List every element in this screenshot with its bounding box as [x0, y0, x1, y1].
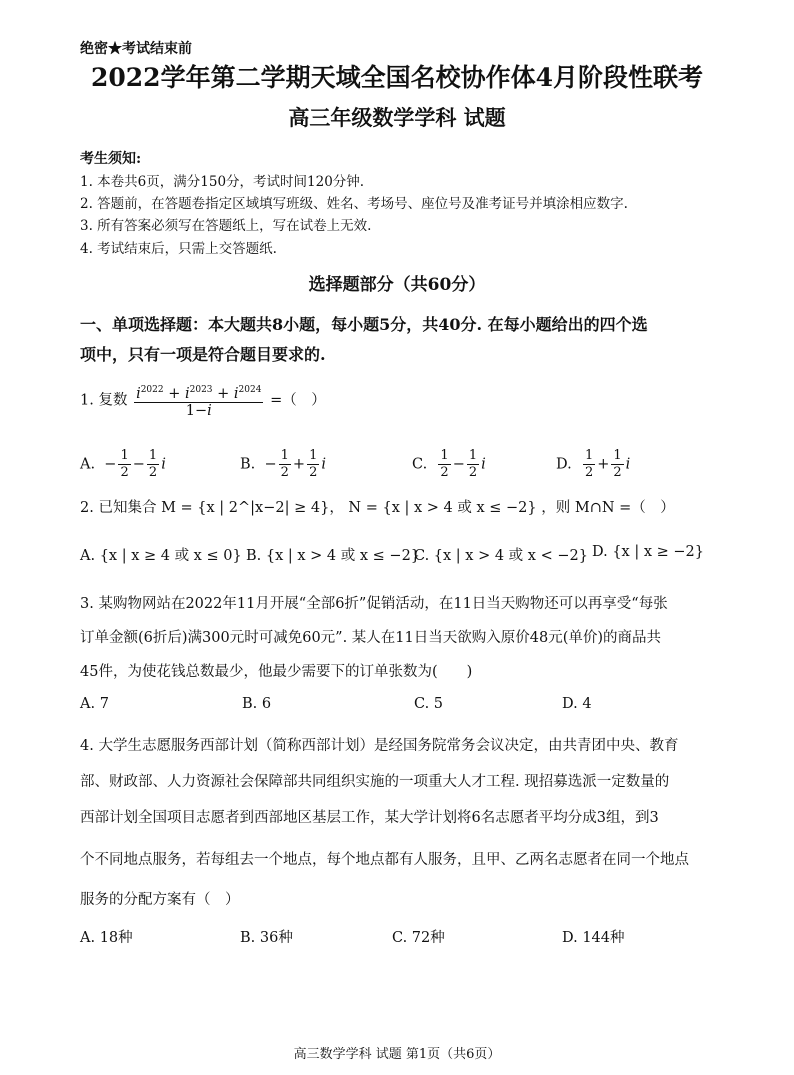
q3-option-b: B. 6 — [242, 696, 272, 712]
q3-line1: 3. 某购物网站在2022年11月开展“全部6折”促销活动，在11日当天购物还可以再享受“每张 — [80, 596, 668, 612]
q4-line2: 部、财政部、人力资源社会保障部共同组织实施的一项重大人才工程. 现招募选派一定数量的 — [80, 774, 670, 790]
q1-option-d: D. $\frac{1}{2}$ + $\frac{1}{2}$ i — [556, 448, 631, 480]
exam-title: 2022学年第二学期天域全国名校协作体4月阶段性联考 — [91, 63, 703, 92]
q1-prefix: 1. 复数 — [80, 392, 128, 409]
q4-option-b: B. 36种 — [240, 930, 293, 946]
q4-option-c: C. 72种 — [392, 930, 445, 946]
notice-item: 1. 本卷共6页，满分150分，考试时间120分钟. — [80, 174, 365, 190]
q1-numerator: $i^{2022} + i^{2023} + i^{2024}$ — [134, 382, 263, 403]
question-2: 2. 已知集合 M = {x | 2^|x−2| ≥ 4}， N = {x | x > 4 或 x ≤ −2} ，则 M∩N =（ ） — [80, 500, 675, 516]
q2-set-m: M = {x | 2^|x−2| ≥ 4} — [161, 500, 330, 516]
q2-option-c: C. {x | x > 4 或 x < −2} — [414, 548, 588, 564]
q2-option-b: B. {x | x > 4 或 x ≤ −2} — [246, 548, 421, 564]
q3-option-d: D. 4 — [562, 696, 592, 712]
q1-option-b: B. − $\frac{1}{2}$ + $\frac{1}{2}$ i — [240, 448, 326, 480]
question-1 — [80, 382, 326, 419]
q4-line3: 西部计划全国项目志愿者到西部地区基层工作，某大学计划将6名志愿者平均分成3组，到3 — [80, 810, 659, 826]
q4-line1: 4. 大学生志愿服务西部计划（简称西部计划）是经国务院常务会议决定，由共青团中央、教育 — [80, 738, 679, 754]
q1-suffix: =（ ） — [270, 392, 326, 409]
notice-item: 2. 答题前，在答题卷指定区域填写班级、姓名、考场号、座位号及准考证号并填涂相应数字. — [80, 196, 628, 212]
page-footer: 高三数学学科 试题 第1页（共6页） — [293, 1047, 501, 1062]
q4-line5: 服务的分配方案有（ ） — [80, 892, 240, 908]
q1-option-c: C. $\frac{1}{2}$ − $\frac{1}{2}$ i — [412, 448, 486, 480]
q2-option-d: D. {x | x ≥ −2} — [592, 544, 704, 560]
q3-line3: 45件，为使花钱总数最少，他最少需要下的订单张数为( ) — [80, 664, 473, 680]
q3-option-a: A. 7 — [80, 696, 109, 712]
exam-subtitle: 高三年级数学学科 试题 — [288, 105, 506, 130]
part-one-line2: 项中，只有一项是符合题目要求的. — [80, 345, 326, 364]
section-title: 选择题部分（共60分） — [308, 275, 486, 295]
notice-item: 3. 所有答案必须写在答题纸上，写在试卷上无效. — [80, 218, 372, 234]
q3-line2: 订单金额(6折后)满300元时可减免60元”. 某人在11日当天欲购入原价48元(单价)的商品共 — [80, 630, 662, 646]
secret-label: 绝密★考试结束前 — [80, 41, 192, 57]
q2-set-n: N = {x | x > 4 或 x ≤ −2} — [348, 500, 537, 516]
q3-option-c: C. 5 — [414, 696, 444, 712]
q2-option-a: A. {x | x ≥ 4 或 x ≤ 0} — [80, 548, 242, 564]
q1-denominator: 1−i — [185, 402, 212, 419]
part-one-line1: 一、单项选择题：本大题共8小题，每小题5分，共40分. 在每小题给出的四个选 — [80, 315, 648, 334]
q4-option-d: D. 144种 — [562, 930, 625, 946]
q1-option-a: A. − $\frac{1}{2}$ − $\frac{1}{2}$ i — [80, 448, 166, 480]
notice-item: 4. 考试结束后，只需上交答题纸. — [80, 241, 277, 257]
q1-fraction — [134, 382, 263, 419]
notice-heading: 考生须知: — [80, 151, 142, 167]
q4-option-a: A. 18种 — [80, 930, 133, 946]
q4-line4: 个不同地点服务，若每组去一个地点，每个地点都有人服务，且甲、乙两名志愿者在同一个地点 — [80, 852, 689, 868]
